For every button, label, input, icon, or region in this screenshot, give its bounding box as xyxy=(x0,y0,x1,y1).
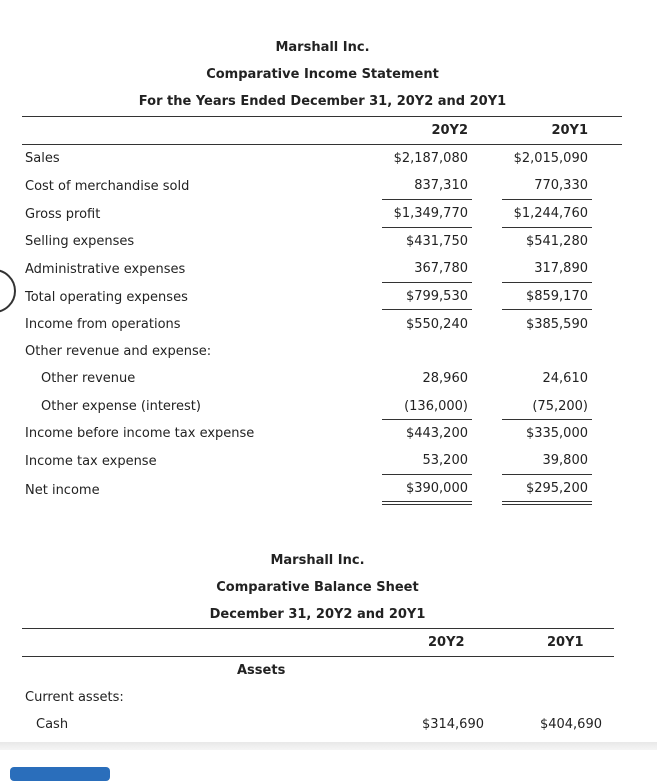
row-label: Selling expenses xyxy=(25,234,135,249)
row-label: Other expense (interest) xyxy=(41,399,201,414)
underline xyxy=(382,282,472,283)
radio-marker-icon[interactable] xyxy=(0,269,16,313)
row-label: Sales xyxy=(25,151,60,166)
row-value-20y2: $1,349,770 xyxy=(393,206,468,221)
income-header-rule xyxy=(22,144,622,145)
underline xyxy=(382,199,472,200)
row-value-20y2: 53,200 xyxy=(422,453,468,468)
row-value-20y2: $390,000 xyxy=(405,481,468,496)
scroll-fade xyxy=(0,742,657,750)
income-statement-period: For the Years Ended December 31, 20Y2 and 20Y1 xyxy=(138,94,507,109)
balance-sheet-period: December 31, 20Y2 and 20Y1 xyxy=(209,607,426,622)
income-company-name: Marshall Inc. xyxy=(275,40,370,55)
row-value-20y2: $550,240 xyxy=(405,317,468,332)
row-value-20y2: $2,187,080 xyxy=(393,151,468,166)
income-col-header-20y2: 20Y2 xyxy=(431,123,468,138)
underline xyxy=(502,474,592,475)
submit-button[interactable] xyxy=(10,767,110,781)
underline xyxy=(502,199,592,200)
income-statement-title: Comparative Income Statement xyxy=(206,67,439,82)
underline xyxy=(502,282,592,283)
row-value-20y1: $1,244,760 xyxy=(513,206,588,221)
underline xyxy=(502,419,592,420)
double-underline xyxy=(502,501,592,505)
row-value-20y2: 28,960 xyxy=(422,371,468,386)
row-value-20y2: (136,000) xyxy=(404,399,468,414)
row-value-20y1: $541,280 xyxy=(525,234,588,249)
balance-company-name: Marshall Inc. xyxy=(270,553,365,568)
balance-section-assets: Assets xyxy=(237,663,286,678)
row-label: Other revenue and expense: xyxy=(25,344,212,359)
row-value-20y2: $431,750 xyxy=(405,234,468,249)
underline xyxy=(502,309,592,310)
row-value-20y1: 24,610 xyxy=(542,371,588,386)
row-value-20y1: 770,330 xyxy=(534,178,588,193)
row-value-20y1: $404,690 xyxy=(539,717,602,732)
row-label: Administrative expenses xyxy=(25,262,186,277)
income-col-header-20y1: 20Y1 xyxy=(551,123,588,138)
row-label: Gross profit xyxy=(25,207,101,222)
row-value-20y2: 837,310 xyxy=(414,178,468,193)
row-value-20y2: 367,780 xyxy=(414,261,468,276)
row-label: Income tax expense xyxy=(25,454,157,469)
underline xyxy=(382,309,472,310)
row-label: Income before income tax expense xyxy=(25,426,255,441)
row-label: Income from operations xyxy=(25,317,181,332)
underline xyxy=(382,419,472,420)
row-label: Total operating expenses xyxy=(25,290,188,305)
row-value-20y1: $335,000 xyxy=(525,426,588,441)
row-label: Net income xyxy=(25,483,100,498)
balance-col-header-20y2: 20Y2 xyxy=(428,635,465,650)
row-value-20y2: $799,530 xyxy=(405,289,468,304)
underline xyxy=(502,227,592,228)
balance-subsection-current-assets: Current assets: xyxy=(25,690,124,705)
row-value-20y1: $385,590 xyxy=(525,317,588,332)
row-value-20y1: 39,800 xyxy=(542,453,588,468)
row-value-20y2: $443,200 xyxy=(405,426,468,441)
row-value-20y1: (75,200) xyxy=(532,399,588,414)
row-value-20y1: $859,170 xyxy=(525,289,588,304)
balance-col-header-20y1: 20Y1 xyxy=(547,635,584,650)
row-label: Cash xyxy=(36,717,69,732)
row-value-20y1: $2,015,090 xyxy=(513,151,588,166)
underline xyxy=(382,227,472,228)
income-top-rule xyxy=(22,116,622,117)
row-label: Other revenue xyxy=(41,371,136,386)
row-value-20y1: 317,890 xyxy=(534,261,588,276)
underline xyxy=(382,474,472,475)
row-label: Cost of merchandise sold xyxy=(25,179,190,194)
row-value-20y1: $295,200 xyxy=(525,481,588,496)
balance-header-rule xyxy=(22,656,614,657)
balance-top-rule xyxy=(22,628,614,629)
row-value-20y2: $314,690 xyxy=(421,717,484,732)
double-underline xyxy=(382,501,472,505)
balance-sheet-title: Comparative Balance Sheet xyxy=(216,580,419,595)
